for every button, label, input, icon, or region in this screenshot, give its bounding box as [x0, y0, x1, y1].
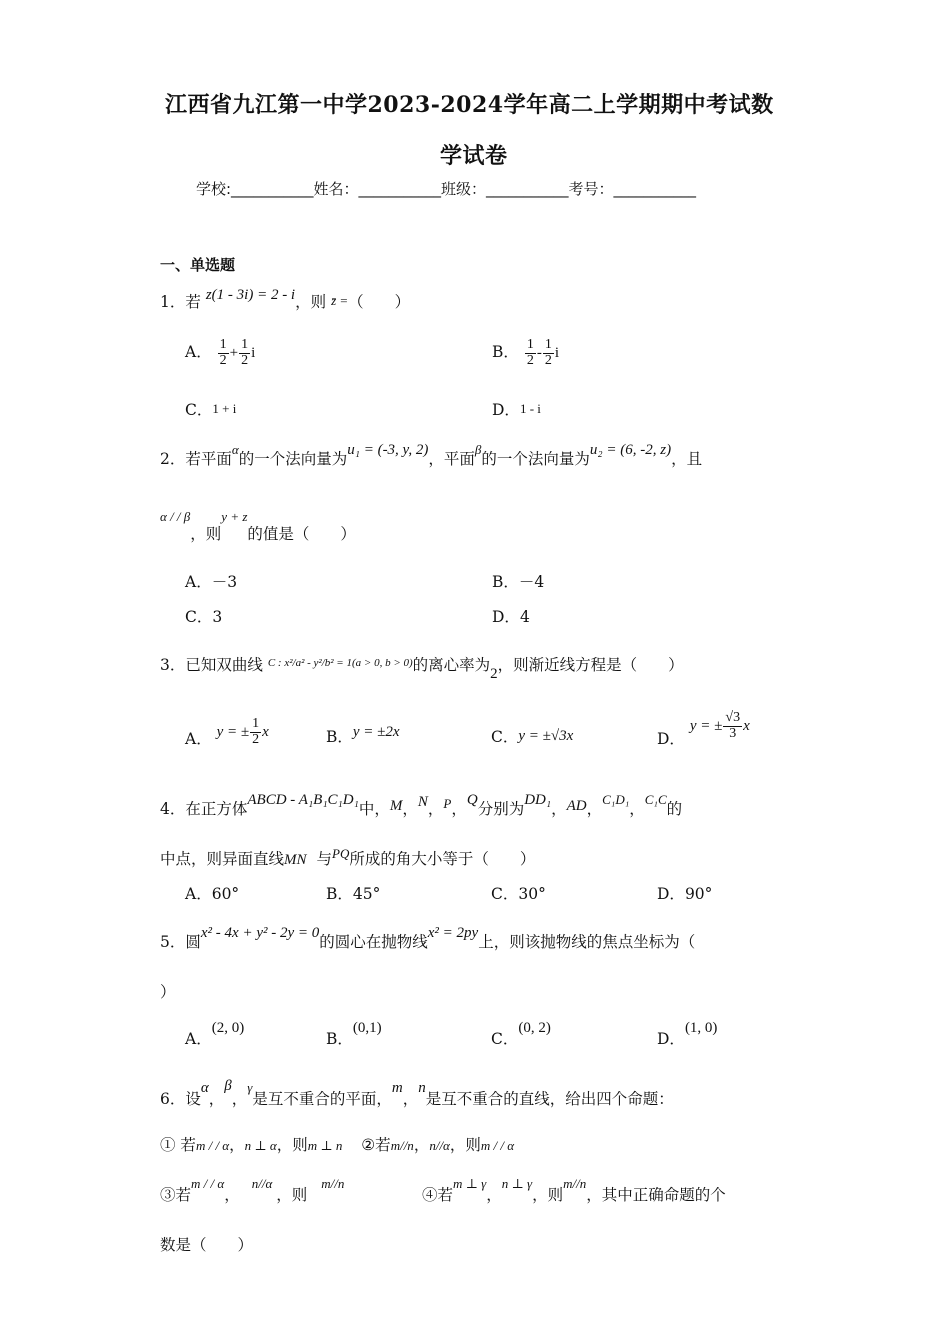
section-heading: 一、单选题	[160, 256, 236, 274]
option-a[interactable]: A．60°	[185, 885, 240, 903]
option-b[interactable]: B．(0,1)	[326, 1020, 382, 1048]
question-4-stem: 4．在正方体ABCD - A₁B₁C₁D₁中，M，N，$^P$，Q分别为DD₁，AD，$^{C_1D_1}$，$^{C_1C}$的	[160, 792, 683, 818]
option-a[interactable]: A．－3	[185, 573, 238, 591]
option-b[interactable]: B．y = ±2x	[326, 724, 400, 746]
question-2-stem-cont: $^{\alpha / / \beta}$，则$^{y + z}$的值是（ ）	[160, 509, 356, 543]
question-number: 1．	[160, 293, 186, 311]
question-3-stem: 3．已知双曲线 $^{C : x^2/a^2 - y^2/b^2 = 1(a > 0, b > 0)}$的离心率为2，则渐近线方程是（ ）	[160, 656, 684, 682]
option-b[interactable]: B．45°	[326, 885, 381, 903]
proposition-1-2: ① 若m / / α，n ⊥ α，则m ⊥ n ②若m//n，n//α，则m / / α	[160, 1136, 515, 1154]
option-a[interactable]: A． y = ± $\frac{1}{2}$ x	[185, 716, 269, 749]
option-b[interactable]: B． $\frac{1}{2}$ - $\frac{1}{2}$ i	[492, 337, 559, 368]
math-expr: z̄ =	[331, 293, 349, 308]
option-d[interactable]: D．90°	[657, 885, 713, 903]
question-5-stem: 5．圆x² - 4x + y² - 2y = 0的圆心在抛物线x² = 2py上，则该抛物线的焦点坐标为（	[160, 925, 696, 951]
question-5-stem-cont: ）	[160, 983, 176, 1001]
page-title-line1: 江西省九江第一中学2023-2024学年高二上学期期中考试数	[165, 92, 774, 118]
option-c[interactable]: C．(0, 2)	[491, 1020, 551, 1048]
option-d[interactable]: D．4	[492, 608, 530, 626]
question-6-stem-cont: 数是（ ）	[160, 1236, 254, 1254]
option-a[interactable]: A．(2, 0)	[185, 1020, 245, 1048]
option-c[interactable]: C．1 + i	[185, 401, 237, 419]
proposition-3-4: ③若$^{m / / \alpha}$，$^{n//\alpha}$，则$^{m//n}$	[160, 1176, 345, 1204]
hyperbola-equation: C : x²/a² - y²/b² = 1(a > 0, b > 0)	[267, 657, 413, 669]
question-2-stem: 2．若平面$^\alpha$的一个法向量为u₁ = (-3, y, 2)，平面$^\beta$的一个法向量为u₂ = (6, -2, z)，且	[160, 442, 703, 468]
option-c[interactable]: C．3	[185, 608, 223, 626]
question-1-stem: 1．若 z(1 - 3i) = 2 - i，则 z̄ =（ ）	[160, 287, 411, 311]
option-d[interactable]: D．(1, 0)	[657, 1020, 718, 1048]
option-b[interactable]: B．－4	[492, 573, 545, 591]
math-expr: z(1 - 3i) = 2 - i	[205, 287, 296, 303]
question-4-stem-cont: 中点，则异面直线MN 与$^{PQ}$所成的角大小等于（ ）	[160, 846, 536, 868]
page-title-line2: 学试卷	[440, 143, 508, 169]
option-d[interactable]: D． y = ± $\frac{√3}{3}$ x	[657, 710, 750, 749]
option-c[interactable]: C．y = ±√3x	[491, 728, 574, 746]
proposition-4: ④若$^{m \perp \gamma}$，$^{n \perp \gamma}$，则$^{m//n}$，其中正确命题的个	[422, 1176, 726, 1204]
option-a[interactable]: A． $\frac{1}{2}$ + $\frac{1}{2}$ i	[185, 337, 256, 368]
option-c[interactable]: C．30°	[491, 885, 546, 903]
question-6-stem: 6．设α，β，$^\gamma$是互不重合的平面，m，n是互不重合的直线，给出四个命题：	[160, 1078, 674, 1108]
student-info-line: 学校:___________姓名：___________班级：___________考号：___________	[196, 180, 697, 198]
option-d[interactable]: D．1 - i	[492, 401, 541, 419]
